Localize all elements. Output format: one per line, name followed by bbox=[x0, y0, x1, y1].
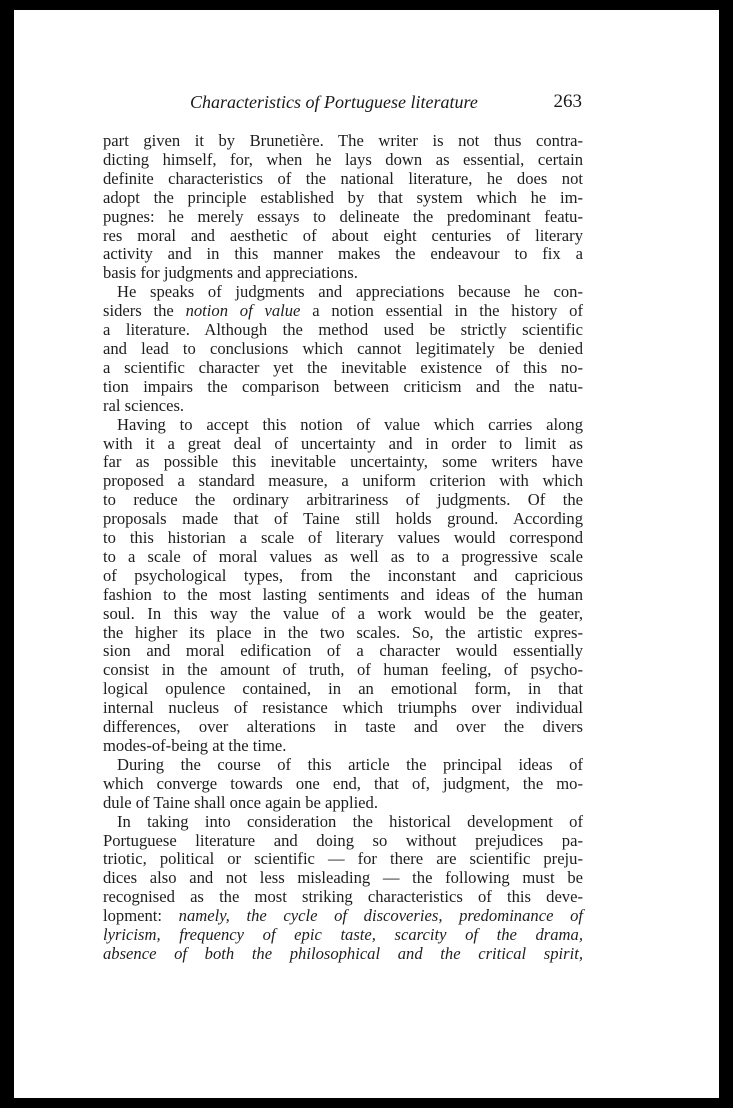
text-segment: Having to accept this notion of value which carries along bbox=[117, 414, 583, 434]
text-line bbox=[103, 756, 583, 775]
text-segment: ral sciences. bbox=[103, 395, 185, 415]
text-segment: with it a great deal of uncertainty and in order to limit as bbox=[103, 433, 583, 453]
text-segment: activity and in this manner makes the endeavour to fix a bbox=[103, 244, 583, 264]
text-line bbox=[103, 794, 583, 813]
running-title: Characteristics of Portuguese literature bbox=[190, 92, 478, 112]
text-segment: far as possible this inevitable uncertainty, some writers have bbox=[103, 452, 583, 472]
text-segment: In taking into consideration the historical development of bbox=[117, 811, 583, 831]
text-line bbox=[103, 359, 583, 378]
text-line bbox=[103, 453, 583, 472]
text-segment: which converge towards one end, that of, judgment, the mo- bbox=[103, 773, 583, 793]
book-page bbox=[14, 10, 719, 1098]
text-line bbox=[103, 321, 583, 340]
text-line bbox=[103, 264, 583, 283]
text-line bbox=[103, 775, 583, 794]
text-segment: adopt the principle established by that system which he im- bbox=[103, 187, 583, 207]
text-line bbox=[103, 605, 583, 624]
italic-segment: absence of both the philosophical and the critical spirit, bbox=[103, 943, 583, 963]
text-segment: differences, over alterations in taste and over the divers bbox=[103, 717, 583, 737]
text-line bbox=[103, 378, 583, 397]
text-segment: sion and moral edification of a character would essentially bbox=[103, 641, 583, 661]
text-line bbox=[103, 642, 583, 661]
text-segment: of psychological types, from the inconstant and capricious bbox=[103, 565, 583, 585]
text-line bbox=[103, 472, 583, 491]
text-segment: to this historian a scale of literary values would correspond bbox=[103, 528, 583, 548]
text-line bbox=[103, 416, 583, 435]
text-line bbox=[103, 869, 583, 888]
text-line bbox=[103, 945, 583, 964]
text-line bbox=[103, 699, 583, 718]
text-line bbox=[103, 397, 583, 416]
text-segment: logical opulence contained, in an emotional form, in that bbox=[103, 679, 583, 699]
text-segment: consist in the amount of truth, of human feeling, of psycho- bbox=[103, 660, 583, 680]
italic-segment: lyricism, frequency of epic taste, scarcity of the drama, bbox=[103, 925, 583, 945]
text-segment: res moral and aesthetic of about eight centuries of literary bbox=[103, 225, 583, 245]
text-line bbox=[103, 340, 583, 359]
text-segment: fashion to the most lasting sentiments and ideas of the human bbox=[103, 584, 583, 604]
text-line bbox=[103, 491, 583, 510]
text-segment: tion impairs the comparison between criticism and the natu- bbox=[103, 376, 583, 396]
text-segment: soul. In this way the value of a work would be the geater, bbox=[103, 603, 583, 623]
italic-segment: namely, the cycle of discoveries, predominance of bbox=[178, 906, 583, 926]
text-line bbox=[103, 227, 583, 246]
text-line bbox=[103, 302, 583, 321]
text-segment: internal nucleus of resistance which triumphs over individual bbox=[103, 698, 583, 718]
text-line bbox=[103, 548, 583, 567]
text-line bbox=[103, 907, 583, 926]
text-segment: part given it by Brunetière. The writer is not thus contra- bbox=[103, 131, 583, 150]
text-line bbox=[103, 661, 583, 680]
text-segment: recognised as the most striking characteristics of this deve- bbox=[103, 887, 583, 907]
text-segment: basis for judgments and appreciations. bbox=[103, 263, 358, 283]
text-segment: During the course of this article the principal ideas of bbox=[117, 754, 583, 774]
text-line bbox=[103, 435, 583, 454]
italic-segment: notion of value bbox=[185, 301, 301, 321]
text-line bbox=[103, 510, 583, 529]
text-segment: lopment: bbox=[103, 906, 179, 926]
text-line bbox=[103, 850, 583, 869]
text-segment: proposals made that of Taine still holds ground. According bbox=[103, 509, 583, 529]
text-line bbox=[103, 245, 583, 264]
text-line bbox=[103, 208, 583, 227]
text-line bbox=[103, 926, 583, 945]
text-segment: pugnes: he merely essays to delineate the predominant featu- bbox=[103, 206, 583, 226]
text-segment: dule of Taine shall once again be applied. bbox=[103, 792, 378, 812]
text-line bbox=[103, 170, 583, 189]
text-line bbox=[103, 132, 583, 151]
text-line bbox=[103, 567, 583, 586]
text-segment: dices also and not less misleading — the following must be bbox=[103, 868, 583, 888]
text-line bbox=[103, 586, 583, 605]
text-segment: a scientific character yet the inevitable existence of this no- bbox=[103, 357, 583, 377]
text-line bbox=[103, 283, 583, 302]
page-number: 263 bbox=[553, 91, 582, 112]
text-segment: dicting himself, for, when he lays down as essential, certain bbox=[103, 149, 583, 169]
text-segment: to a scale of moral values as well as to a progressive scale bbox=[103, 546, 583, 566]
text-segment: definite characteristics of the national literature, he does not bbox=[103, 168, 583, 188]
text-segment: triotic, political or scientific — for there are scientific preju- bbox=[103, 849, 583, 869]
text-segment: proposed a standard measure, a uniform criterion with which bbox=[103, 471, 583, 491]
text-line bbox=[103, 832, 583, 851]
text-line bbox=[103, 813, 583, 832]
text-segment: a literature. Although the method used be strictly scientific bbox=[103, 320, 583, 340]
text-segment: Portuguese literature and doing so without prejudices pa- bbox=[103, 830, 583, 850]
body-text bbox=[103, 132, 583, 964]
text-segment: a notion essential in the history of bbox=[300, 301, 583, 321]
text-line bbox=[103, 624, 583, 643]
text-segment: the higher its place in the two scales. So, the artistic expres- bbox=[103, 622, 583, 642]
text-segment: modes-of-being at the time. bbox=[103, 736, 287, 755]
text-segment: He speaks of judgments and appreciations because he con- bbox=[117, 282, 583, 302]
text-line bbox=[103, 888, 583, 907]
text-line bbox=[103, 151, 583, 170]
text-segment: siders the bbox=[103, 301, 186, 321]
text-line bbox=[103, 529, 583, 548]
page-header bbox=[110, 92, 582, 118]
text-line bbox=[103, 718, 583, 737]
text-line bbox=[103, 189, 583, 208]
text-segment: to reduce the ordinary arbitrariness of judgments. Of the bbox=[103, 490, 583, 510]
text-segment: and lead to conclusions which cannot legitimately be denied bbox=[103, 338, 583, 358]
text-line bbox=[103, 680, 583, 699]
text-line bbox=[103, 737, 583, 756]
